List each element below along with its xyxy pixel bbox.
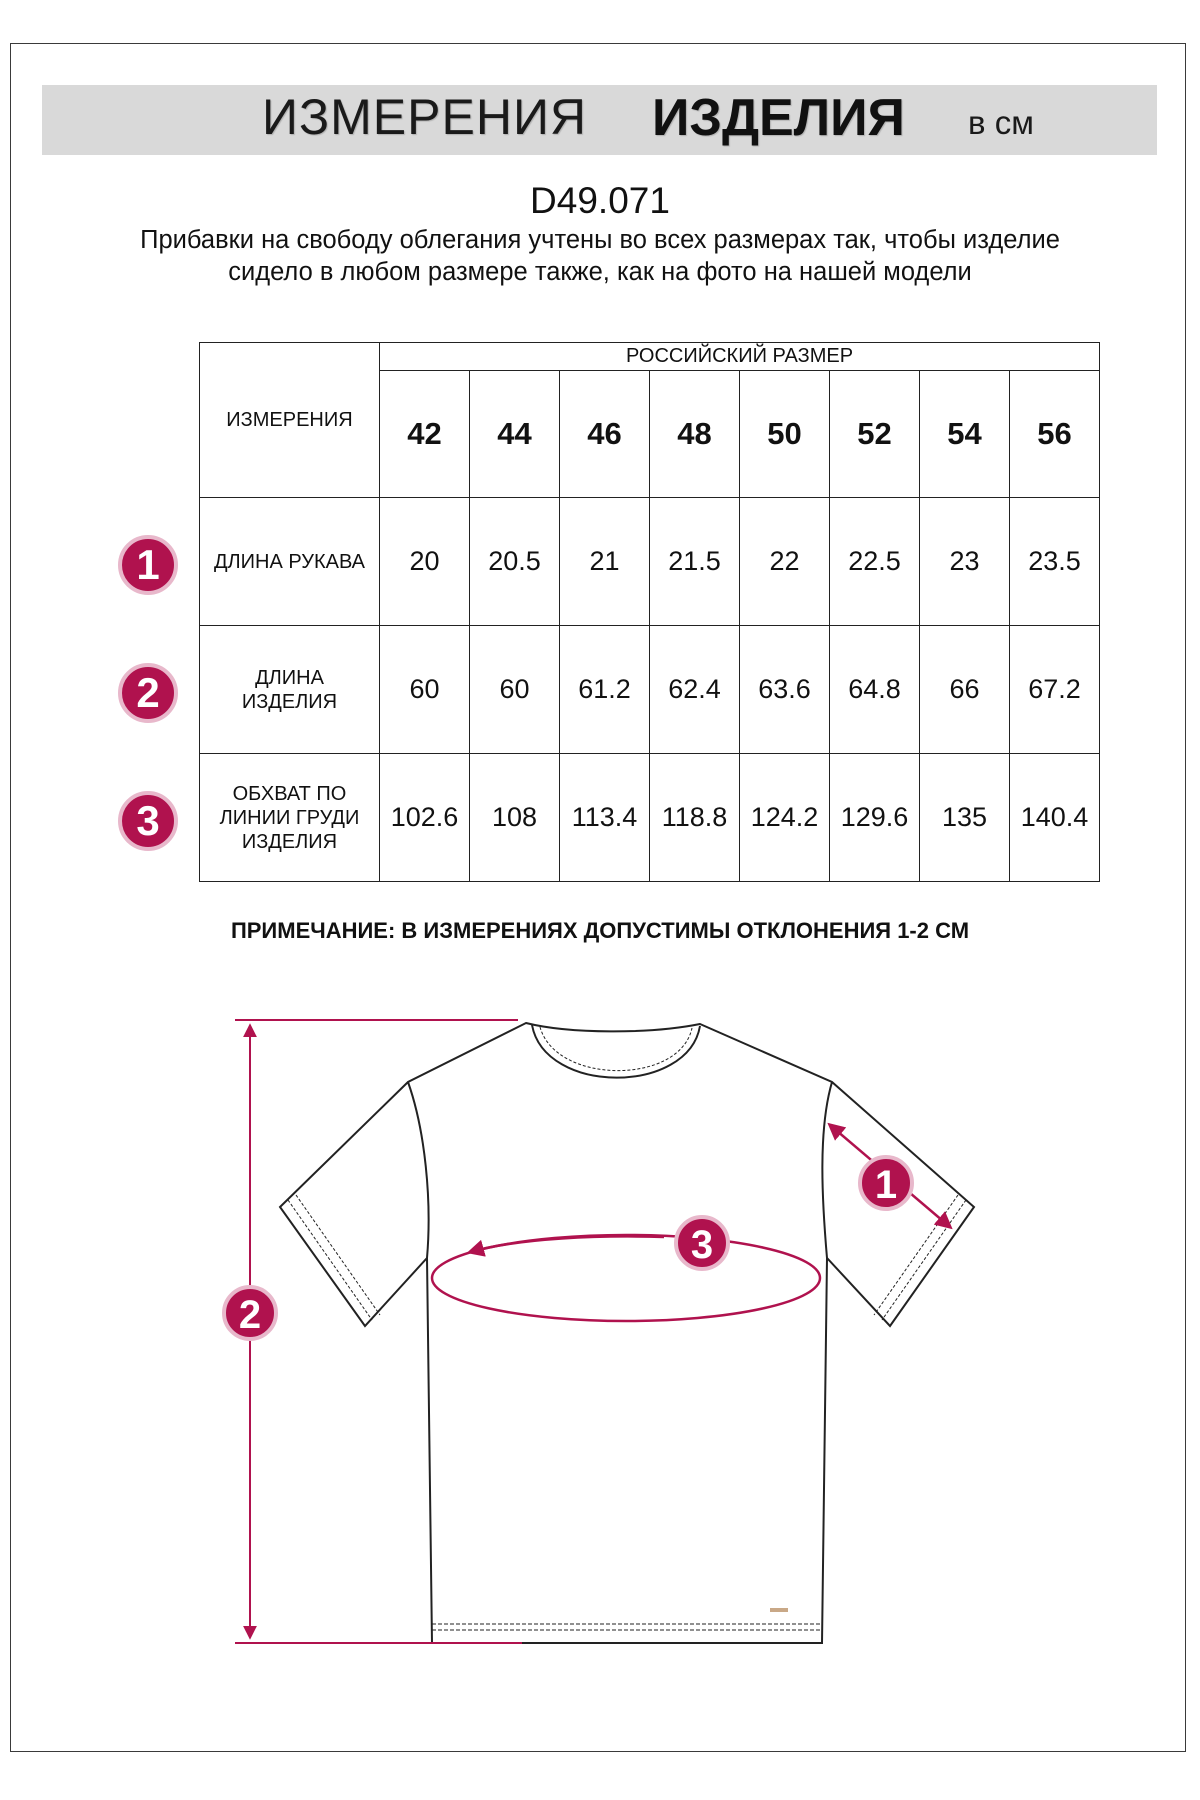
measurement-value: 102.6: [380, 754, 470, 882]
measurement-value: 61.2: [560, 626, 650, 754]
measurement-value: 140.4: [1010, 754, 1100, 882]
size-header: 44: [470, 371, 560, 498]
measurement-value: 20: [380, 498, 470, 626]
measurement-value: 67.2: [1010, 626, 1100, 754]
measurement-value: 108: [470, 754, 560, 882]
row-number-badge: 1: [118, 535, 178, 595]
tolerance-note: ПРИМЕЧАНИЕ: В ИЗМЕРЕНИЯХ ДОПУСТИМЫ ОТКЛОНЕНИЯ 1-2 СМ: [230, 918, 970, 943]
table-row: [200, 626, 1100, 754]
marker-label: 3: [690, 1223, 714, 1267]
measurement-value: 129.6: [830, 754, 920, 882]
measurement-name: ОБХВАТ ПО ЛИНИИ ГРУДИ ИЗДЕЛИЯ: [200, 754, 380, 882]
size-header: 42: [380, 371, 470, 498]
measurement-value: 64.8: [830, 626, 920, 754]
measurement-value: 113.4: [560, 754, 650, 882]
diagram-marker-chest: [676, 1217, 728, 1269]
diagram-marker-length: [224, 1287, 276, 1339]
measurement-value: 23: [920, 498, 1010, 626]
size-header: 48: [650, 371, 740, 498]
size-header: 54: [920, 371, 1010, 498]
measurement-value: 22: [740, 498, 830, 626]
measurement-value: 60: [470, 626, 560, 754]
corner-label: ИЗМЕРЕНИЯ: [200, 343, 380, 498]
tshirt-outline: [280, 1023, 974, 1643]
measurement-value: 21.5: [650, 498, 740, 626]
table-row: [200, 498, 1100, 626]
measurement-value: 124.2: [740, 754, 830, 882]
tshirt-diagram: [0, 1000, 1200, 1680]
measurement-value: 118.8: [650, 754, 740, 882]
measurement-name: ДЛИНА РУКАВА: [200, 498, 380, 626]
measurement-value: 66: [920, 626, 1010, 754]
model-code: D49.071: [530, 180, 670, 221]
measurement-value: 135: [920, 754, 1010, 882]
header-title-measurements: ИЗМЕРЕНИЯ: [262, 89, 587, 145]
measurement-value: 62.4: [650, 626, 740, 754]
measurement-value: 23.5: [1010, 498, 1100, 626]
measurement-value: 63.6: [740, 626, 830, 754]
size-table: [199, 342, 1100, 882]
marker-label: 2: [238, 1293, 262, 1337]
measurement-name: ДЛИНА ИЗДЕЛИЯ: [200, 626, 380, 754]
measurement-value: 21: [560, 498, 650, 626]
size-header: 50: [740, 371, 830, 498]
row-number-badge: 3: [118, 791, 178, 851]
header-unit: в см: [968, 104, 1034, 141]
header-title-garment: ИЗДЕЛИЯ: [652, 89, 905, 147]
marker-label: 1: [874, 1163, 898, 1207]
row-number-badge: 2: [118, 663, 178, 723]
measurement-value: 60: [380, 626, 470, 754]
measurement-value: 20.5: [470, 498, 560, 626]
size-header: 52: [830, 371, 920, 498]
table-row: [200, 754, 1100, 882]
measurement-value: 22.5: [830, 498, 920, 626]
size-group-label: РОССИЙСКИЙ РАЗМЕР: [380, 343, 1100, 371]
size-header: 56: [1010, 371, 1100, 498]
size-header: 46: [560, 371, 650, 498]
brand-tag: [770, 1608, 788, 1612]
allowance-text: Прибавки на свободу облегания учтены во всех размерах так, чтобы изделие сидело в любом размере также, как на фото на нашей модели: [140, 226, 1060, 286]
diagram-marker-sleeve: [860, 1157, 912, 1209]
